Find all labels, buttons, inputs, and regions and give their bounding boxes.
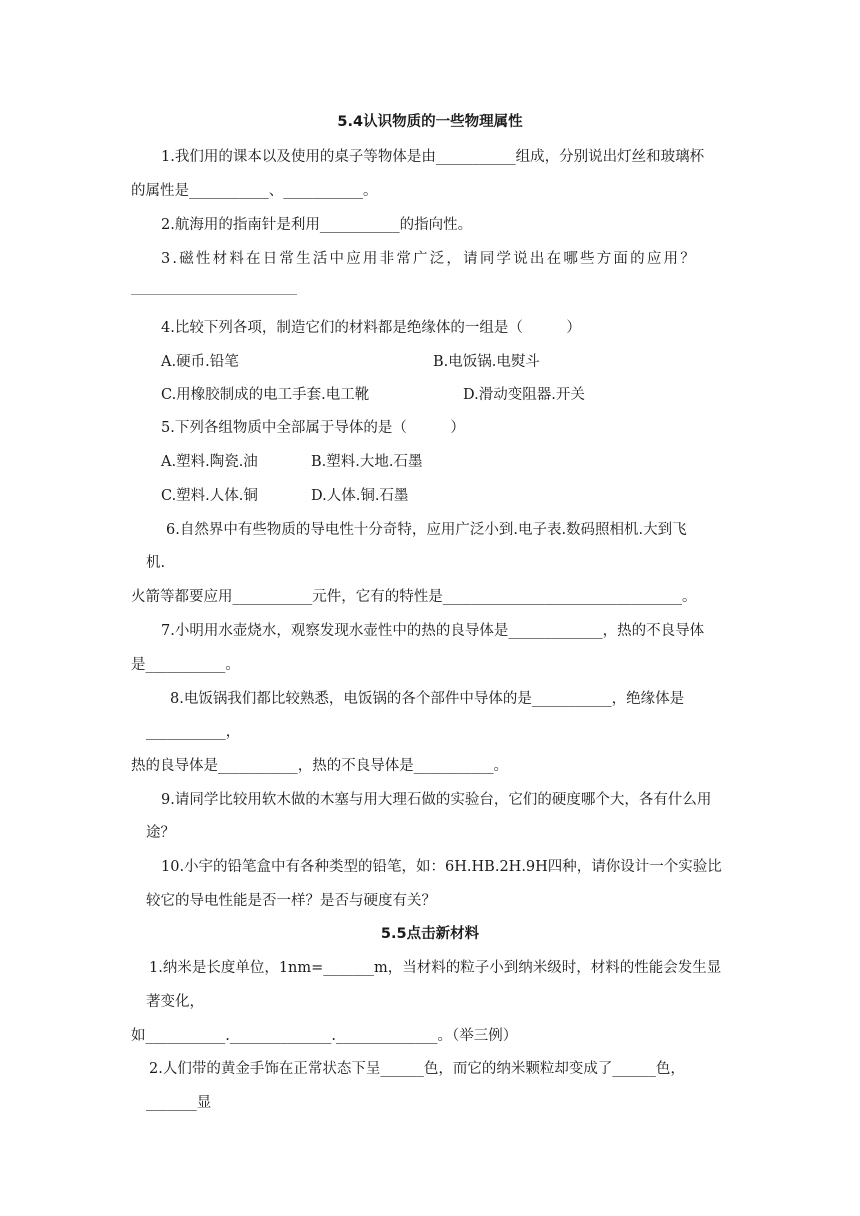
q6-line2: 机.	[146, 555, 166, 571]
q8-line2: ___________，	[146, 724, 241, 740]
q9-line2: 途？	[146, 825, 175, 841]
q9-line1: 9.请同学比较用软木做的木塞与用大理石做的实验台，它们的硬度哪个大，各有什么用	[161, 792, 712, 808]
q1-line1: 1.我们用的课本以及使用的桌子等物体是由___________组成，分别说出灯丝和玻璃杯	[161, 149, 705, 165]
q4-stem: 4.比较下列各项，制造它们的材料都是绝缘体的一组是（ ）	[161, 320, 581, 336]
q8-line3: 热的良导体是___________，热的不良导体是___________。	[131, 758, 508, 774]
q5-option-d: D.人体.铜.石墨	[311, 488, 409, 504]
q4-option-d: D.滑动变阻器.开关	[463, 387, 585, 403]
q5-stem: 5.下列各组物质中全部属于导体的是（ ）	[161, 420, 465, 436]
q3-answer-line	[131, 294, 297, 295]
section-title-5-4: 5.4认识物质的一些物理属性	[337, 114, 523, 130]
q5-option-c: C.塑料.人体.铜	[161, 488, 258, 504]
section-title-5-5: 5.5点击新材料	[380, 926, 480, 942]
s2-q2-line1: 2.人们带的黄金手饰在正常状态下呈______色，而它的纳米颗粒却变成了______色，	[149, 1061, 685, 1077]
q4-option-b: B.电饭锅.电熨斗	[433, 354, 540, 370]
q7-line1: 7.小明用水壶烧水，观察发现水壶性中的热的良导体是_____________，热的不良导体	[161, 623, 705, 639]
q6-line1: 6.自然界中有些物质的导电性十分奇特，应用广泛小到.电子表.数码照相机.大到飞	[166, 522, 687, 538]
q8-line1: 8.电饭锅我们都比较熟悉，电饭锅的各个部件中导体的是___________，绝缘体是	[170, 691, 685, 707]
q5-option-b: B.塑料.大地.石墨	[311, 454, 423, 470]
q7-line2: 是___________。	[131, 657, 240, 673]
q10-line1: 10.小宇的铅笔盒中有各种类型的铅笔，如：6H.HB.2H.9H四种，请你设计一个实验比	[161, 859, 722, 875]
q1-line2: 的属性是___________、___________。	[131, 183, 378, 199]
s2-q1-line2: 著变化，	[146, 994, 204, 1010]
q10-line2: 较它的导电性能是否一样？是否与硬度有关？	[146, 893, 436, 909]
q4-option-c: C.用橡胶制成的电工手套.电工靴	[161, 387, 370, 403]
q3-line1: 3.磁性材料在日常生活中应用非常广泛，请同学说出在哪些方面的应用？	[161, 251, 697, 267]
q2-line1: 2.航海用的指南针是利用___________的指向性。	[161, 217, 473, 233]
s2-q1-line3: 如___________.______________.______________。（举三例）	[131, 1028, 518, 1044]
q4-option-a: A.硬币.铅笔	[161, 354, 239, 370]
q6-line3: 火箭等都要应用___________元件，它有的特性是_________________________________。	[131, 589, 697, 605]
s2-q1-line1: 1.纳米是长度单位，1nm=_______m，当材料的粒子小到纳米级时，材料的性能会发生显	[149, 960, 722, 976]
s2-q2-line2: _______显	[146, 1095, 212, 1111]
q5-option-a: A.塑料.陶瓷.油	[161, 454, 258, 470]
